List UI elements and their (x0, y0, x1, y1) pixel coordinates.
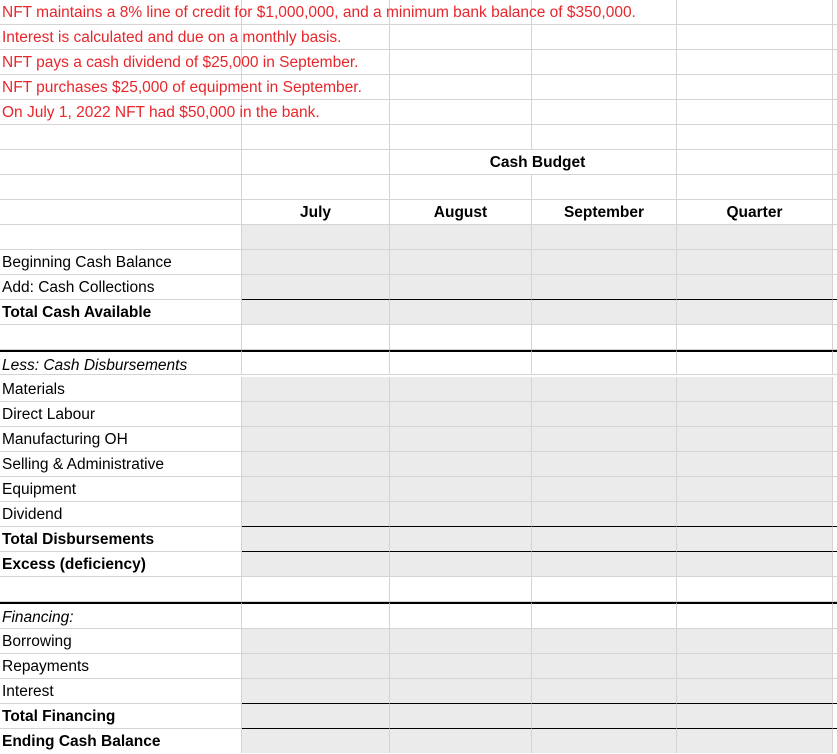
table-row (0, 402, 837, 427)
cell[interactable] (0, 577, 242, 602)
note-row (0, 75, 837, 100)
cell[interactable] (532, 125, 677, 150)
column-header-row (0, 200, 837, 225)
table-row (0, 527, 837, 552)
cell[interactable] (677, 0, 833, 25)
input-cell[interactable] (390, 527, 532, 552)
input-cell[interactable] (390, 729, 532, 753)
note-interest: Interest is calculated and due on a monthly basis. (2, 29, 342, 46)
row-label-borrowing[interactable]: Borrowing (0, 629, 242, 654)
cell[interactable] (532, 325, 677, 350)
cell[interactable] (390, 350, 532, 375)
row-label-selling-admin[interactable]: Selling & Administrative (0, 452, 242, 477)
input-cell[interactable] (677, 300, 833, 325)
blank-row (0, 577, 837, 602)
cell (833, 602, 837, 629)
input-cell[interactable] (242, 502, 390, 527)
cell[interactable] (242, 125, 390, 150)
column-header-july[interactable]: July (242, 200, 390, 225)
input-cell[interactable] (532, 729, 677, 753)
input-cell[interactable] (532, 250, 677, 275)
input-cell[interactable] (242, 300, 390, 325)
cell (833, 427, 837, 452)
cell[interactable] (532, 25, 677, 50)
cell[interactable] (677, 25, 833, 50)
input-cell[interactable] (677, 729, 833, 753)
cell[interactable] (242, 175, 390, 200)
row-label-excess-deficiency[interactable]: Excess (deficiency) (0, 552, 242, 577)
row-label-repayments[interactable]: Repayments (0, 654, 242, 679)
cell (833, 527, 837, 552)
cell[interactable] (532, 100, 677, 125)
input-cell[interactable] (677, 452, 833, 477)
cell[interactable] (677, 50, 833, 75)
cell (833, 377, 837, 402)
cell[interactable] (242, 350, 390, 375)
row-label-materials[interactable]: Materials (0, 377, 242, 402)
cell (833, 300, 837, 325)
input-cell[interactable] (532, 427, 677, 452)
table-row (0, 704, 837, 729)
cell[interactable] (390, 50, 532, 75)
input-cell[interactable] (242, 527, 390, 552)
input-cell[interactable] (390, 502, 532, 527)
row-label-less-disbursements[interactable]: Less: Cash Disbursements (0, 350, 242, 375)
input-cell[interactable] (390, 477, 532, 502)
note-opening-bank: On July 1, 2022 NFT had $50,000 in the bank. (2, 104, 320, 121)
cell[interactable] (532, 225, 677, 250)
cell (833, 25, 837, 50)
input-cell[interactable] (242, 654, 390, 679)
input-cell[interactable] (677, 275, 833, 300)
table-row (0, 250, 837, 275)
table-row (0, 502, 837, 527)
input-cell[interactable] (677, 377, 833, 402)
input-cell[interactable] (532, 502, 677, 527)
input-cell[interactable] (532, 679, 677, 704)
cell[interactable] (390, 100, 532, 125)
input-cell[interactable] (677, 477, 833, 502)
cell (833, 729, 837, 753)
column-header-quarter[interactable]: Quarter (677, 200, 833, 225)
input-cell[interactable] (242, 402, 390, 427)
note-line-credit: NFT maintains a 8% line of credit for $1,000,000, and a minimum bank balance of $350,000. (2, 4, 636, 21)
cell (833, 552, 837, 577)
cell (833, 175, 837, 200)
input-cell[interactable] (242, 250, 390, 275)
cell[interactable] (532, 602, 677, 629)
input-cell[interactable] (390, 654, 532, 679)
table-row (0, 654, 837, 679)
cell (833, 704, 837, 729)
row-label-direct-labour[interactable]: Direct Labour (0, 402, 242, 427)
cell[interactable] (532, 350, 677, 375)
cell[interactable] (242, 602, 390, 629)
table-row (0, 552, 837, 577)
page-title: Cash Budget (489, 154, 586, 171)
input-cell[interactable] (390, 427, 532, 452)
cell (833, 150, 837, 175)
cell[interactable] (390, 125, 532, 150)
cell (833, 402, 837, 427)
input-cell[interactable] (390, 402, 532, 427)
cell (833, 275, 837, 300)
cell[interactable] (390, 225, 532, 250)
column-header-august[interactable]: August (390, 200, 532, 225)
cell (833, 654, 837, 679)
cell[interactable] (677, 602, 833, 629)
cell[interactable] (532, 175, 677, 200)
input-cell[interactable] (390, 629, 532, 654)
input-cell[interactable] (532, 300, 677, 325)
row-label-equipment[interactable]: Equipment (0, 477, 242, 502)
input-cell[interactable] (242, 477, 390, 502)
cell[interactable] (532, 50, 677, 75)
cell[interactable] (0, 175, 242, 200)
cell (833, 0, 837, 25)
blank-row (0, 175, 837, 200)
cell[interactable] (242, 325, 390, 350)
input-cell[interactable] (242, 275, 390, 300)
input-cell[interactable] (532, 654, 677, 679)
cell (833, 200, 837, 225)
cell[interactable] (390, 175, 532, 200)
cell[interactable] (390, 75, 532, 100)
note-row (0, 50, 837, 75)
input-cell[interactable] (390, 679, 532, 704)
cell[interactable] (390, 325, 532, 350)
cell (833, 577, 837, 602)
cell[interactable] (677, 577, 833, 602)
input-cell[interactable] (677, 704, 833, 729)
row-label-beginning-cash[interactable]: Beginning Cash Balance (0, 250, 242, 275)
input-cell[interactable] (532, 275, 677, 300)
input-cell[interactable] (242, 427, 390, 452)
note-row (0, 25, 837, 50)
row-label-total-cash-available[interactable]: Total Cash Available (0, 300, 242, 325)
cell[interactable] (0, 125, 242, 150)
cell (833, 75, 837, 100)
input-cell[interactable] (532, 704, 677, 729)
input-cell[interactable] (242, 452, 390, 477)
table-row (0, 377, 837, 402)
input-cell[interactable] (242, 679, 390, 704)
cell[interactable] (532, 75, 677, 100)
table-row (0, 300, 837, 325)
table-row (0, 427, 837, 452)
cell[interactable] (242, 150, 390, 175)
input-cell[interactable] (390, 552, 532, 577)
cell[interactable] (677, 100, 833, 125)
input-cell[interactable] (677, 502, 833, 527)
input-cell[interactable] (677, 527, 833, 552)
cell (833, 502, 837, 527)
input-cell[interactable] (390, 250, 532, 275)
cell[interactable] (0, 150, 242, 175)
table-row (0, 729, 837, 753)
cell[interactable] (677, 225, 833, 250)
input-cell[interactable] (532, 527, 677, 552)
cell (833, 100, 837, 125)
cell[interactable] (677, 125, 833, 150)
table-row (0, 350, 837, 375)
cell[interactable] (532, 577, 677, 602)
input-cell[interactable] (677, 552, 833, 577)
cell (833, 452, 837, 477)
cell[interactable] (242, 577, 390, 602)
blank-row (0, 325, 837, 350)
row-label-total-financing[interactable]: Total Financing (0, 704, 242, 729)
input-cell[interactable] (390, 452, 532, 477)
row-label-interest[interactable]: Interest (0, 679, 242, 704)
cell (833, 629, 837, 654)
input-cell[interactable] (532, 477, 677, 502)
row-label-manufacturing-oh[interactable]: Manufacturing OH (0, 427, 242, 452)
table-row (0, 679, 837, 704)
input-cell[interactable] (677, 679, 833, 704)
input-cell[interactable] (677, 629, 833, 654)
cell[interactable] (390, 602, 532, 629)
input-cell[interactable] (390, 300, 532, 325)
input-cell[interactable] (532, 402, 677, 427)
row-label-cash-collections[interactable]: Add: Cash Collections (0, 275, 242, 300)
cell[interactable] (677, 350, 833, 375)
note-dividend: NFT pays a cash dividend of $25,000 in September. (2, 54, 359, 71)
cell[interactable] (677, 75, 833, 100)
table-row (0, 629, 837, 654)
column-header-september[interactable]: September (532, 200, 677, 225)
table-row (0, 275, 837, 300)
cell (833, 250, 837, 275)
cell[interactable] (677, 175, 833, 200)
cell (833, 679, 837, 704)
cell (833, 350, 837, 375)
cell (833, 225, 837, 250)
input-cell[interactable] (532, 452, 677, 477)
input-cell[interactable] (242, 552, 390, 577)
cell[interactable] (0, 325, 242, 350)
table-row (0, 477, 837, 502)
note-row (0, 100, 837, 125)
input-cell[interactable] (242, 629, 390, 654)
row-label-dividend[interactable]: Dividend (0, 502, 242, 527)
input-cell[interactable] (677, 402, 833, 427)
cell[interactable] (677, 325, 833, 350)
input-cell[interactable] (242, 729, 390, 753)
row-label-ending-cash[interactable]: Ending Cash Balance (0, 729, 242, 753)
input-cell[interactable] (532, 377, 677, 402)
input-cell[interactable] (390, 704, 532, 729)
input-cell[interactable] (390, 377, 532, 402)
cell[interactable] (390, 25, 532, 50)
cell[interactable] (242, 225, 390, 250)
blank-row (0, 225, 837, 250)
cell[interactable] (0, 200, 242, 225)
cell[interactable] (0, 225, 242, 250)
input-cell[interactable] (677, 654, 833, 679)
input-cell[interactable] (390, 275, 532, 300)
note-row (0, 0, 837, 25)
input-cell[interactable] (532, 629, 677, 654)
input-cell[interactable] (532, 552, 677, 577)
table-row (0, 452, 837, 477)
cell[interactable] (677, 150, 833, 175)
blank-row (0, 125, 837, 150)
input-cell[interactable] (242, 704, 390, 729)
input-cell[interactable] (242, 377, 390, 402)
cell (833, 125, 837, 150)
title-row (0, 150, 837, 175)
table-row (0, 602, 837, 629)
cell (833, 50, 837, 75)
row-label-financing[interactable]: Financing: (0, 602, 242, 629)
input-cell[interactable] (677, 427, 833, 452)
note-equipment: NFT purchases $25,000 of equipment in September. (2, 79, 362, 96)
input-cell[interactable] (677, 250, 833, 275)
cell (833, 325, 837, 350)
cell (833, 477, 837, 502)
cell[interactable] (390, 577, 532, 602)
row-label-total-disbursements[interactable]: Total Disbursements (0, 527, 242, 552)
